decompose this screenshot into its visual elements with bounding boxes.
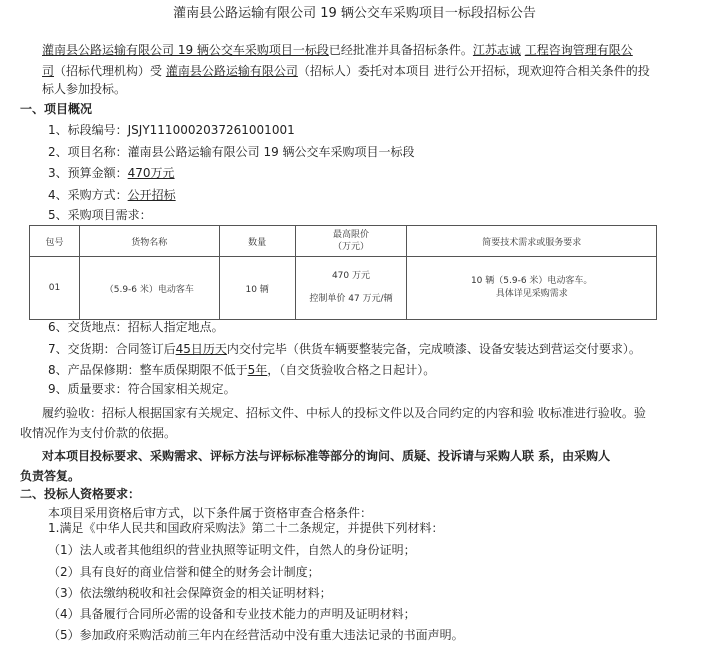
item-7-label: 7、交货期：合同签订后 <box>48 342 176 356</box>
acceptance-line-1: 履约验收：招标人根据国家有关规定、招标文件、中标人的投标文件以及合同约定的内容和验 收标准进行验收。验 <box>42 406 646 420</box>
item-8-rest: ，（自交货验收合格之日起计）。 <box>267 363 436 377</box>
agent-name-a: 江苏志诚 <box>472 43 521 57</box>
table-header-row <box>30 226 657 257</box>
intro-line-3: 标人参加投标。 <box>42 82 127 96</box>
req-line-1: 10 辆（5.9-6 米）电动客车。 <box>470 276 593 286</box>
header-quantity: 数量 <box>219 226 295 257</box>
header-goods-name: 货物名称 <box>79 226 219 257</box>
agent-name-b: 工程咨询管理有限公 <box>524 43 633 57</box>
item-1: 1、标段编号：JSJY1110002037261001001 <box>48 123 295 137</box>
intro-line-2 <box>42 63 650 79</box>
item-6: 6、交货地点：招标人指定地点。 <box>48 320 224 334</box>
cell-package: 01 <box>30 257 80 320</box>
cell-goods-name: （5.9-6 米）电动客车 <box>79 257 219 320</box>
item-3-label: 3、预算金额： <box>48 166 128 180</box>
agent-name-c: 司 <box>42 64 55 78</box>
item-7-rest: 内交付完毕（供货车辆要整装完备，完成喷漆、设备安装达到营运交付要求）。 <box>226 342 641 356</box>
qualification-item-3: （3）依法缴纳税收和社会保障资金的相关证明材料； <box>48 586 332 600</box>
item-4-label: 4、采购方式： <box>48 188 128 202</box>
qualification-line-1: 本项目采用资格后审方式，以下条件属于资格审查合格条件： <box>48 506 373 520</box>
item-9: 9、质量要求：符合国家相关规定。 <box>48 382 236 396</box>
item-8-label: 8、产品保修期：整车质保期限不低于 <box>48 363 248 377</box>
item-3 <box>48 165 175 181</box>
acceptance-line-2: 收情况作为支付价款的依据。 <box>20 426 177 440</box>
req-line-2: 具体详见采购需求 <box>495 289 568 299</box>
header-package: 包号 <box>30 226 80 257</box>
buyer-name: 灌南县公路运输有限公司 19 辆公交车采购项目一标段 <box>42 43 329 57</box>
cell-max-price <box>295 257 407 320</box>
price-total: 470 万元 <box>331 271 370 281</box>
cell-requirements <box>407 257 657 320</box>
table-row <box>30 257 657 320</box>
item-7 <box>48 341 641 357</box>
item-5: 5、采购项目需求： <box>48 208 152 222</box>
budget-value: 470万元 <box>127 166 175 180</box>
item-2: 2、项目名称：灌南县公路运输有限公司 19 辆公交车采购项目一标段 <box>48 145 415 159</box>
qualification-item-5: （5）参加政府采购活动前三年内在经营活动中没有重大违法记录的书面声明。 <box>48 628 464 642</box>
warranty-years: 5年 <box>247 363 268 377</box>
price-unit: 控制单价 47 万元/辆 <box>309 294 393 304</box>
qualification-item-1: （1）法人或者其他组织的营业执照等证明文件，自然人的身份证明； <box>48 543 416 557</box>
procurement-method: 公开招标 <box>127 188 176 202</box>
delivery-days: 45日历天 <box>175 342 227 356</box>
item-4 <box>48 187 176 203</box>
intro-text-1: 已经批准并具备招标条件。 <box>328 43 473 57</box>
item-8 <box>48 362 435 378</box>
page-title: 灌南县公路运输有限公司 19 辆公交车采购项目一标段招标公告 <box>173 6 536 21</box>
buyer-name-2: 灌南县公路运输有限公司 <box>165 64 298 78</box>
intro-text-2: （招标代理机构）受 <box>54 64 163 78</box>
cell-quantity: 10 辆 <box>219 257 295 320</box>
intro-text-3: （招标人）委托对本项目 进行公开招标，现欢迎符合相关条件的投 <box>297 64 650 78</box>
header-max-price: 最高限价 （万元） <box>295 226 407 257</box>
requirements-table <box>29 225 657 320</box>
section-1-heading: 一、项目概况 <box>20 102 93 116</box>
inquiry-line-1: 对本项目投标要求、采购需求、评标方法与评标标准等部分的询问、质疑、投诉请与采购人联 系，由采购人 <box>42 449 611 463</box>
intro-line-1 <box>42 42 633 58</box>
qualification-item-2: （2）具有良好的商业信誉和健全的财务会计制度； <box>48 565 320 579</box>
header-requirements: 简要技术需求或服务要求 <box>407 226 657 257</box>
section-2-heading: 二、投标人资格要求： <box>20 487 141 501</box>
inquiry-line-2: 负责答复。 <box>20 469 81 483</box>
qualification-line-2: 1.满足《中华人民共和国政府采购法》第二十二条规定，并提供下列材料： <box>48 521 444 535</box>
qualification-item-4: （4）具备履行合同所必需的设备和专业技术能力的声明及证明材料； <box>48 607 416 621</box>
